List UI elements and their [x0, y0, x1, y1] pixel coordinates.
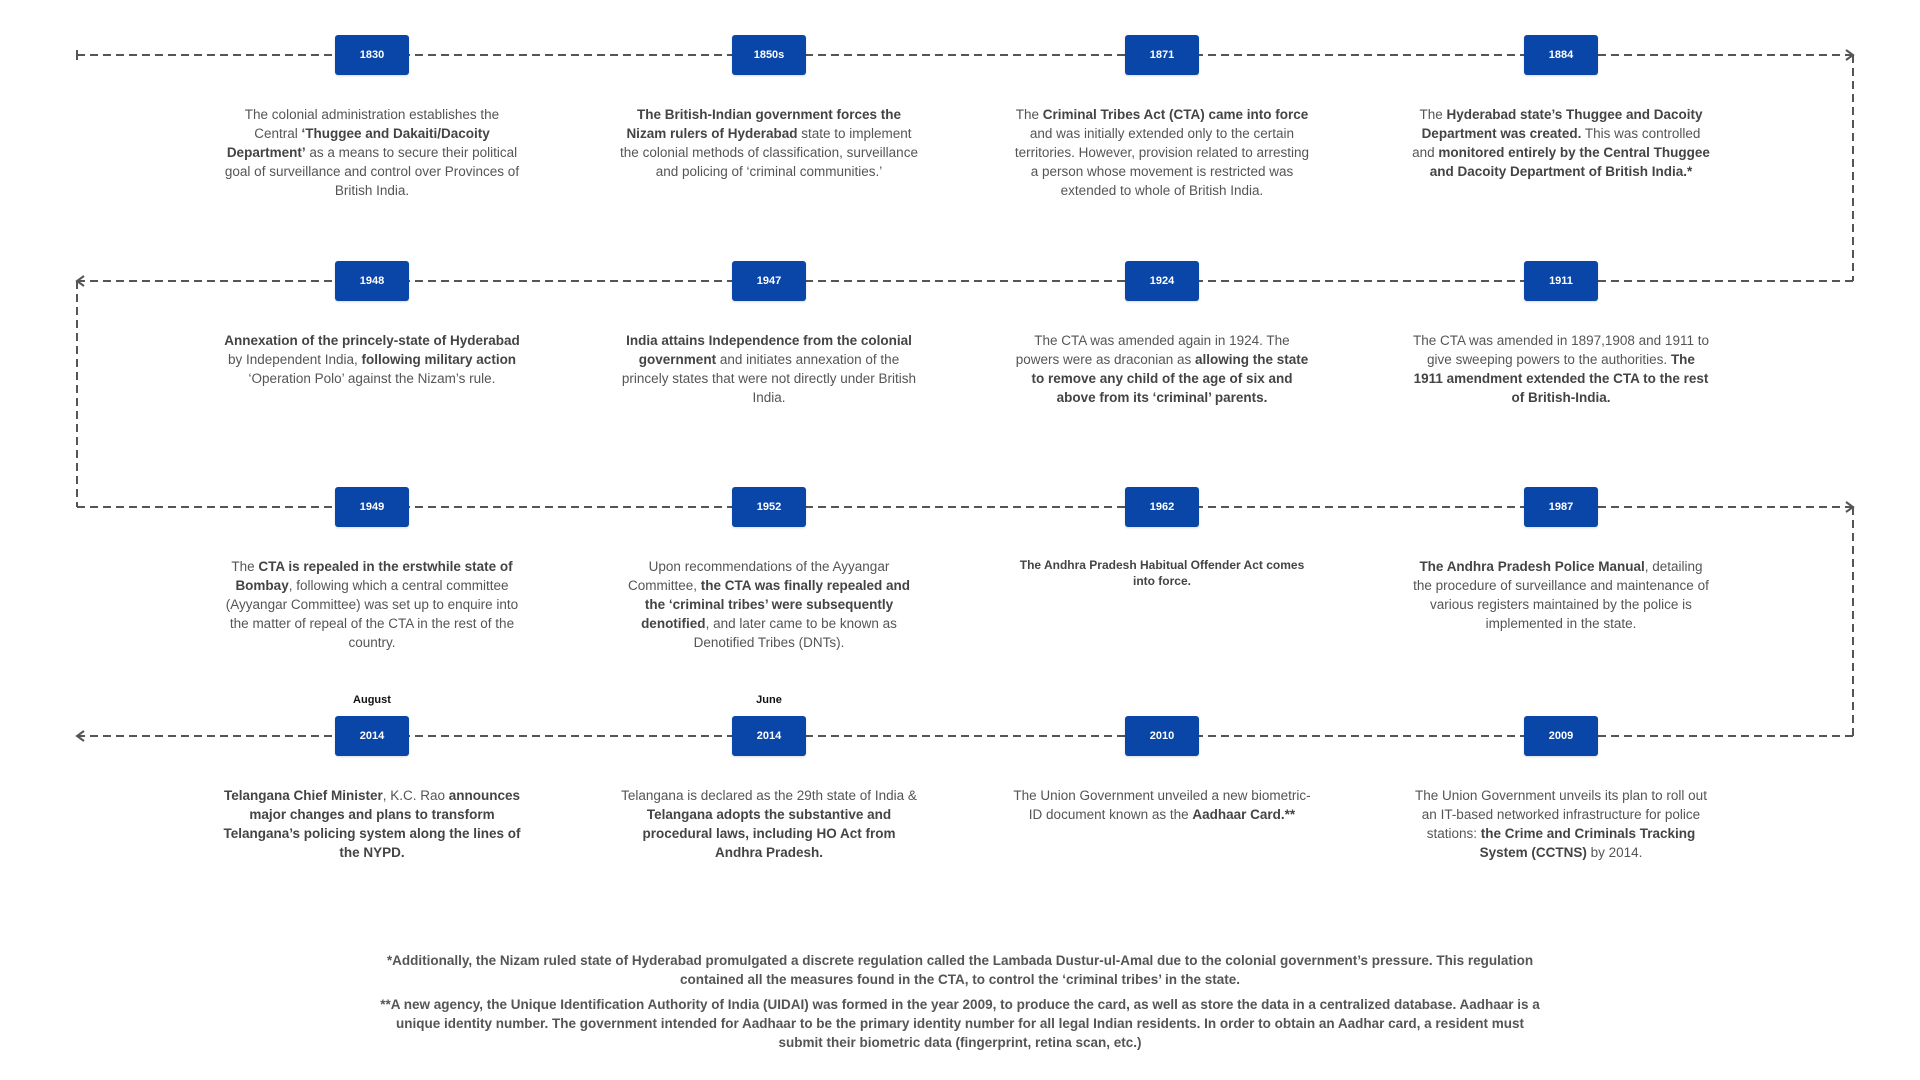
event-1948-description: Annexation of the princely-state of Hyderabad by Independent India, following military action ‘Operation Polo’ against the Nizam’s rule. — [224, 333, 520, 386]
event-2014-june-year-badge: 2014 — [732, 716, 806, 756]
event-2014-august-description: Telangana Chief Minister, K.C. Rao announces major changes and plans to transform Telangana’s policing system along the lines of the NYPD. — [223, 788, 521, 860]
event-2014-august-year-badge: 2014 — [335, 716, 409, 756]
event-1949-description: The CTA is repealed in the erstwhile state of Bombay, following which a central committee (Ayyangar Committee) was set up to enquire into the matter of repeal of the CTA in the rest of the country. — [225, 559, 519, 650]
event-1871-year-badge: 1871 — [1125, 35, 1199, 75]
event-1850s-description: The British-Indian government forces the Nizam rulers of Hyderabad state to implement the colonial methods of classification, surveillance and policing of ‘criminal communities.’ — [620, 107, 918, 179]
footnote-hyderabad-regulation: *Additionally, the Nizam ruled state of Hyderabad promulgated a discrete regulation called the Lambada Dustur-ul-Amal due to the colonial government’s pressure. This regulation contained all the measures found in the CTA, to control the ‘criminal tribes’ in the state. — [386, 953, 1534, 987]
event-1830-description: The colonial administration establishes the Central ‘Thuggee and Dakaiti/Dacoity Department’ as a means to secure their political goal of surveillance and control over Provinces of British India. — [224, 107, 520, 198]
event-1948-year-badge: 1948 — [335, 261, 409, 301]
event-1924-description: The CTA was amended again in 1924. The powers were as draconian as allowing the state to remove any child of the age of six and above from its ‘criminal’ parents. — [1015, 333, 1309, 405]
event-1911-year-badge: 1911 — [1524, 261, 1598, 301]
event-2014-august-month-label: August — [353, 694, 391, 706]
event-1911-description: The CTA was amended in 1897,1908 and 1911 to give sweeping powers to the authorities. The 1911 amendment extended the CTA to the rest of British-India. — [1413, 333, 1709, 405]
event-2009-description: The Union Government unveils its plan to roll out an IT-based networked infrastructure for police stations: the Crime and Criminals Tracking System (CCTNS) by 2014. — [1415, 788, 1707, 860]
event-1962-year-badge: 1962 — [1125, 487, 1199, 527]
event-2009-year-badge: 2009 — [1524, 716, 1598, 756]
event-1987-description: The Andhra Pradesh Police Manual, detailing the procedure of surveillance and maintenance of various registers maintained by the police is implemented in the state. — [1413, 559, 1709, 631]
event-2014-june-description: Telangana is declared as the 29th state of India & Telangana adopts the substantive and procedural laws, including HO Act from Andhra Pradesh. — [621, 788, 917, 860]
event-2010-year-badge: 2010 — [1125, 716, 1199, 756]
footnote-uidai-aadhaar: **A new agency, the Unique Identification Authority of India (UIDAI) was formed in the year 2009, to produce the card, as well as store the data in a centralized database. Aadhaar is a unique identity number. The government intended for Aadhaar to be the primary identity number for all legal Indian residents. In order to obtain an Aadhar card, a resident must submit their biometric data (fingerprint, retina scan, etc.) — [380, 997, 1540, 1050]
event-1952-year-badge: 1952 — [732, 487, 806, 527]
event-1884-year-badge: 1884 — [1524, 35, 1598, 75]
event-1947-year-badge: 1947 — [732, 261, 806, 301]
event-1830-year-badge: 1830 — [335, 35, 409, 75]
event-1949-year-badge: 1949 — [335, 487, 409, 527]
event-2010-description: The Union Government unveiled a new biometric-ID document known as the Aadhaar Card.** — [1013, 788, 1311, 822]
event-1947-description: India attains Independence from the colonial government and initiates annexation of the princely states that were not directly under British India. — [621, 333, 917, 405]
event-2014-june-month-label: June — [756, 694, 782, 706]
event-1987-year-badge: 1987 — [1524, 487, 1598, 527]
footnotes — [380, 951, 1540, 1058]
event-1962-description: The Andhra Pradesh Habitual Offender Act comes into force. — [1019, 558, 1305, 588]
event-1952-description: Upon recommendations of the Ayyangar Committee, the CTA was finally repealed and the ‘criminal tribes’ were subsequently denotified, and later came to be known as Denotified Tribes (DNTs). — [627, 559, 911, 650]
event-1884-description: The Hyderabad state’s Thuggee and Dacoity Department was created. This was controlled and monitored entirely by the Central Thuggee and Dacoity Department of British India.* — [1412, 107, 1710, 179]
event-1871-description: The Criminal Tribes Act (CTA) came into force and was initially extended only to the certain territories. However, provision related to arresting a person whose movement is restricted was extended to whole of British India. — [1014, 107, 1310, 198]
event-1850s-year-badge: 1850s — [732, 35, 806, 75]
event-1924-year-badge: 1924 — [1125, 261, 1199, 301]
